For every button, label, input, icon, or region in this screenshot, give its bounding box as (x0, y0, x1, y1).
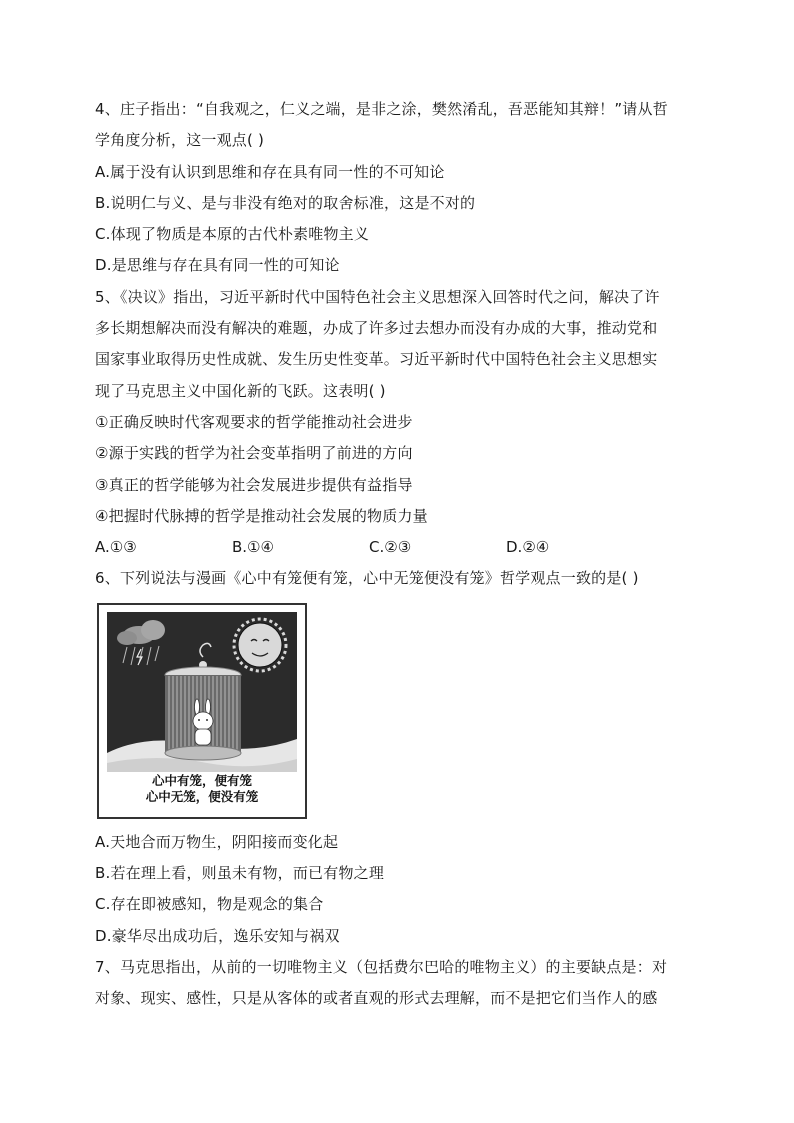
question-7-stem-line-1: 7、马克思指出，从前的一切唯物主义（包括费尔巴哈的唯物主义）的主要缺点是：对 (95, 957, 668, 976)
question-6 (95, 563, 705, 951)
question-5-statement-4: ④把握时代脉搏的哲学是推动社会发展的物质力量 (95, 506, 428, 525)
question-6-option-c: C.存在即被感知，物是观念的集合 (95, 895, 324, 914)
question-7 (95, 952, 705, 1015)
question-5-stem-line-3: 国家事业取得历史性成就、发生历史性变革。习近平新时代中国特色社会主义思想实 (95, 350, 658, 369)
question-content (95, 94, 705, 1015)
question-7-stem-line-2: 对象、现实、感性，只是从客体的或者直观的形式去理解，而不是把它们当作人的感 (95, 989, 658, 1008)
question-5-option-c: C.②③ (369, 538, 412, 557)
question-5-options (95, 532, 705, 563)
question-5-option-a: A.①③ (95, 538, 137, 557)
question-4-option-b: B.说明仁与义、是与非没有绝对的取舍标准，这是不对的 (95, 193, 476, 212)
question-6-option-d: D.豪华尽出成功后，逸乐安知与祸双 (95, 926, 340, 945)
question-5-stem-line-4: 现了马克思主义中国化新的飞跃。这表明( ) (95, 381, 386, 400)
question-5-statement-3: ③真正的哲学能够为社会发展进步提供有益指导 (95, 475, 413, 494)
question-5-statement-1: ①正确反映时代客观要求的哲学能推动社会进步 (95, 412, 413, 431)
question-6-stem: 6、下列说法与漫画《心中有笼便有笼，心中无笼便没有笼》哲学观点一致的是( ) (95, 569, 639, 588)
question-5-option-b: B.①④ (232, 538, 274, 557)
question-6-option-a: A.天地合而万物生，阴阳接而变化起 (95, 832, 339, 851)
cartoon-caption-line-1: 心中有笼，便有笼 (151, 772, 252, 788)
question-5-option-d: D.②④ (506, 538, 550, 557)
cartoon-caption (97, 773, 307, 805)
question-5-stem-line-1: 5、《决议》指出，习近平新时代中国特色社会主义思想深入回答时代之问，解决了许 (95, 287, 660, 306)
cartoon-caption-line-2: 心中无笼，便没有笼 (145, 788, 259, 804)
question-5 (95, 282, 705, 564)
question-4-option-a: A.属于没有认识到思维和存在具有同一性的不可知论 (95, 162, 445, 181)
cartoon-image (97, 603, 307, 819)
question-4-option-c: C.体现了物质是本原的古代朴素唯物主义 (95, 225, 370, 244)
question-6-option-b: B.若在理上看，则虽未有物，而已有物之理 (95, 864, 385, 883)
question-4-stem-line-1: 4、庄子指出：“自我观之，仁义之端，是非之涂，樊然淆乱，吾恶能知其辩！”请从哲 (95, 100, 668, 118)
question-5-stem-line-2: 多长期想解决而没有解决的难题，办成了许多过去想办而没有办成的大事，推动党和 (95, 319, 658, 338)
question-5-statement-2: ②源于实践的哲学为社会变革指明了前进的方向 (95, 444, 413, 463)
question-4-option-d: D.是思维与存在具有同一性的可知论 (95, 256, 340, 275)
question-4 (95, 94, 705, 282)
question-4-stem-line-2: 学角度分析，这一观点( ) (95, 131, 265, 150)
